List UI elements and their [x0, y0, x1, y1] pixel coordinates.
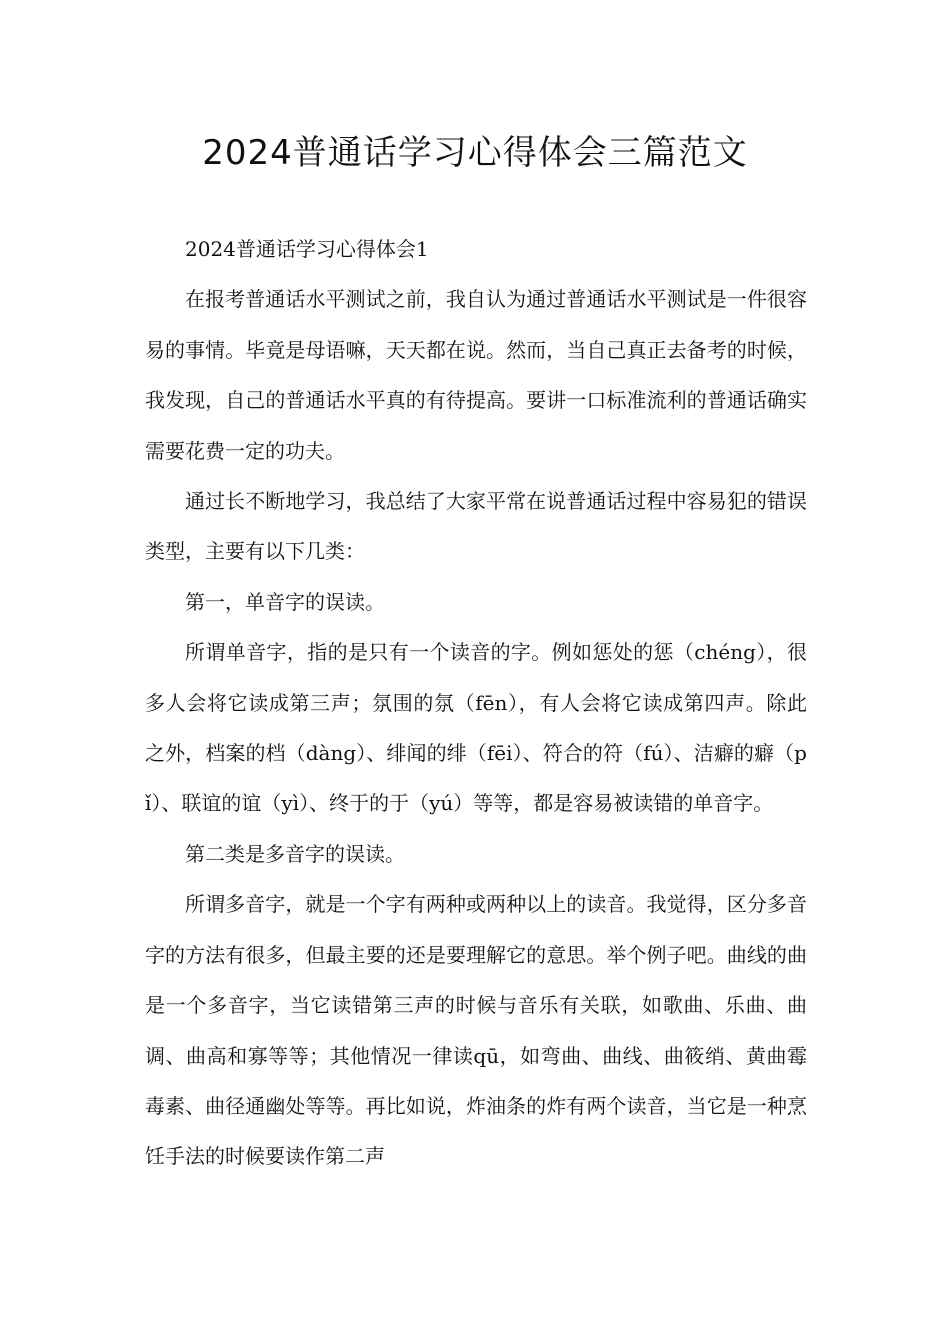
document-body — [145, 224, 807, 1182]
paragraph: 在报考普通话水平测试之前，我自认为通过普通话水平测试是一件很容易的事情。毕竟是母语嘛，天天都在说。然而，当自己真正去备考的时候，我发现，自己的普通话水平真的有待提高。要讲一口标准流利的普通话确实需要花费一定的功夫。 — [145, 287, 807, 463]
document-title: 2024普通话学习心得体会三篇范文 — [202, 133, 748, 173]
section-heading: 2024普通话学习心得体会1 — [185, 237, 429, 261]
paragraph: 所谓单音字，指的是只有一个读音的字。例如惩处的惩（chéng），很多人会将它读成第三声；氛围的氛（fēn），有人会将它读成第四声。除此之外，档案的档（dàng）、绯闻的绯（fēi）、符合的符（fú）、洁癖的癖（pǐ）、联谊的谊（yì）、终于的于（yú）等等，都是容易被读错的单音字。 — [145, 640, 807, 816]
paragraph: 通过长不断地学习，我总结了大家平常在说普通话过程中容易犯的错误类型，主要有以下几类： — [145, 489, 807, 564]
paragraph: 所谓多音字，就是一个字有两种或两种以上的读音。我觉得，区分多音字的方法有很多，但最主要的还是要理解它的意思。举个例子吧。曲线的曲是一个多音字，当它读错第三声的时候与音乐有关联，如歌曲、乐曲、曲调、曲高和寡等等；其他情况一律读qū，如弯曲、曲线、曲筱绡、黄曲霉毒素、曲径通幽处等等。再比如说，炸油条的炸有两个读音，当它是一种烹饪手法的时候要读作第二声 — [145, 892, 807, 1169]
paragraph: 第二类是多音字的误读。 — [185, 841, 405, 866]
paragraph: 第一，单音字的误读。 — [185, 589, 385, 614]
